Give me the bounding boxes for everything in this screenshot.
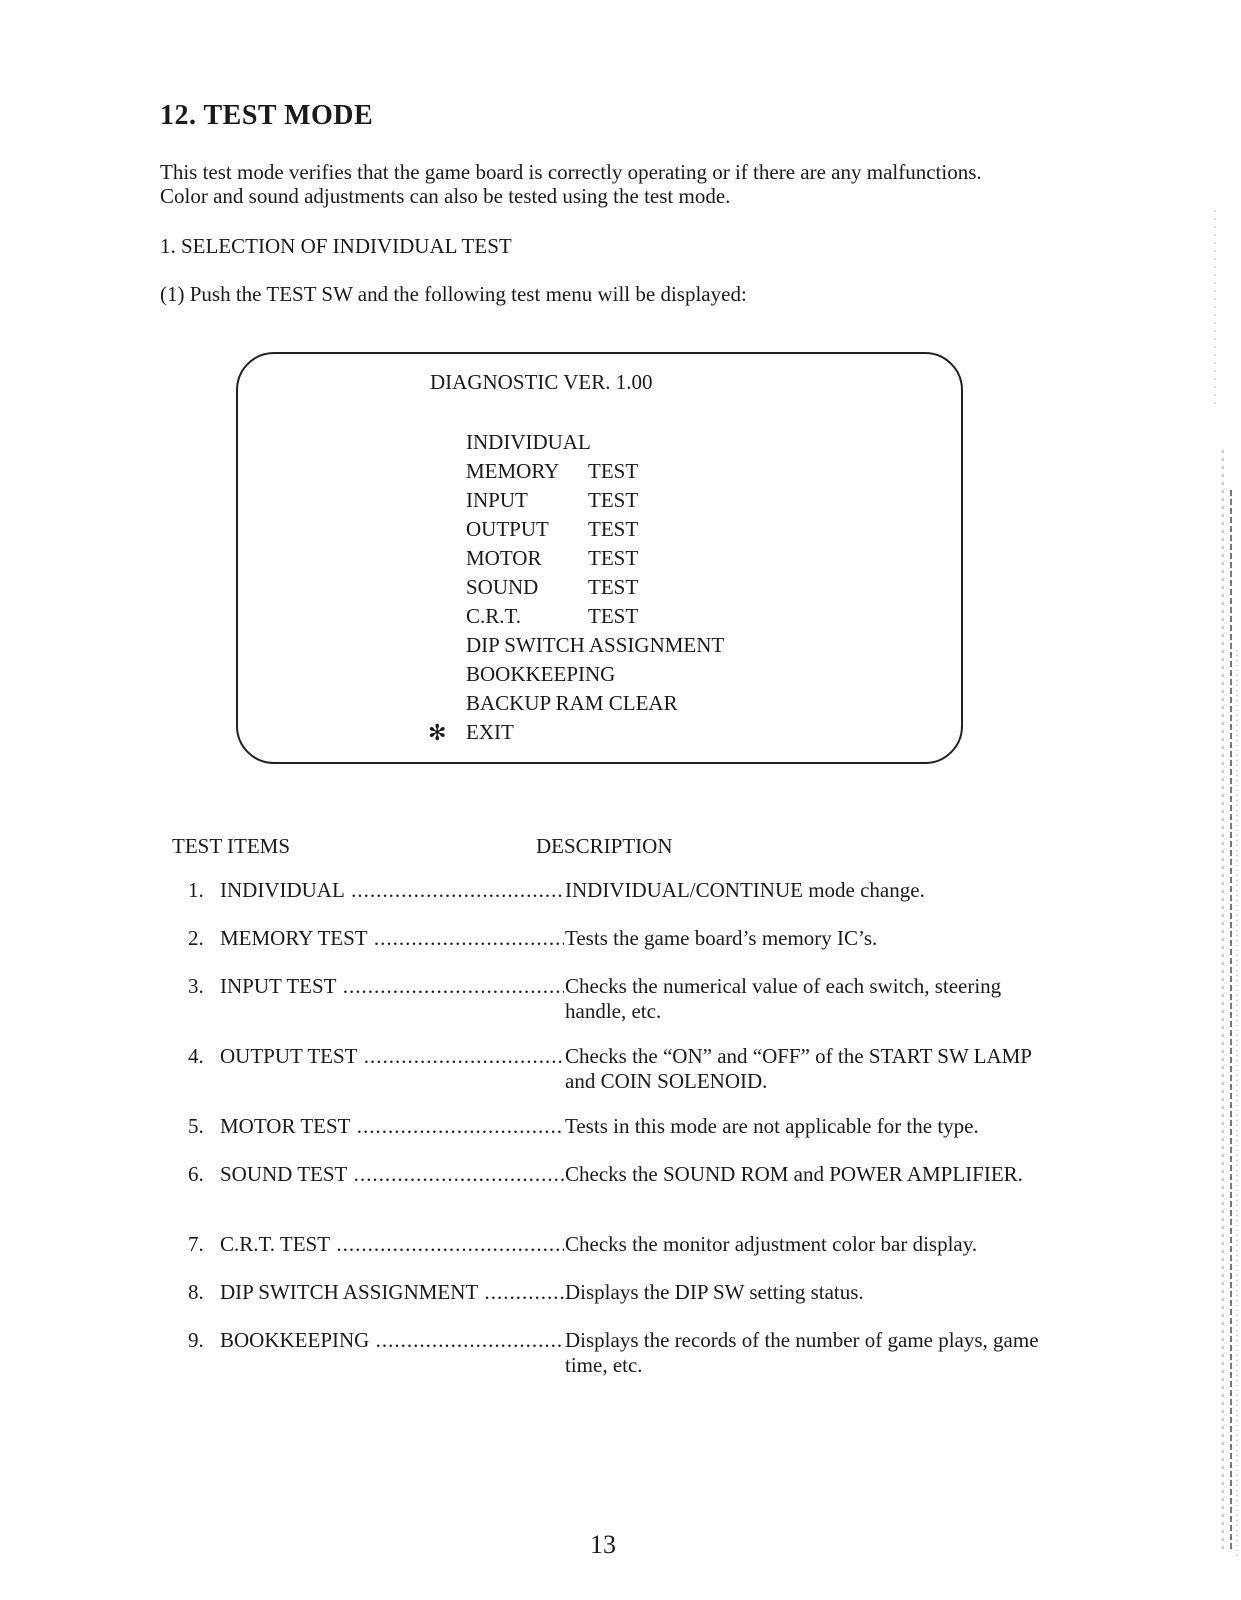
menu-cursor-icon: ✻ [428, 720, 447, 745]
menu-item-name: EXIT [466, 720, 514, 744]
diagnostic-menu-list [428, 428, 725, 747]
test-item-name: INDIVIDUAL ..... [220, 878, 564, 903]
test-item-number: 4. [188, 1044, 204, 1068]
menu-item-name: OUTPUT [466, 517, 549, 541]
subsection-heading: 1. SELECTION OF INDIVIDUAL TEST [160, 234, 512, 258]
menu-item [428, 718, 724, 747]
test-item-number: 6. [188, 1162, 204, 1186]
test-item-description: Checks the “ON” and “OFF” of the START SW LAMP and COIN SOLENOID. [565, 1044, 1032, 1093]
test-item-description: Checks the SOUND ROM and POWER AMPLIFIER. [565, 1162, 1023, 1186]
menu-item [466, 689, 724, 718]
test-item-number: 7. [188, 1232, 204, 1256]
test-item-number: 5. [188, 1114, 204, 1138]
menu-item [466, 486, 724, 515]
menu-item-name: C.R.T. [466, 604, 522, 628]
test-item-description: Checks the numerical value of each switch, steering handle, etc. [565, 974, 1002, 1023]
menu-item [466, 602, 724, 631]
test-item-description: Tests in this mode are not applicable for the type. [565, 1114, 979, 1138]
test-item-description: Displays the DIP SW setting status. [565, 1280, 864, 1304]
test-item-name: DIP SWITCH ASSIGNMENT ..... [220, 1280, 564, 1305]
menu-item [466, 660, 724, 689]
test-item-number: 2. [188, 926, 204, 950]
diagnostic-menu-title: DIAGNOSTIC VER. 1.00 [430, 370, 653, 394]
menu-item-name: BACKUP RAM CLEAR [466, 691, 678, 715]
menu-item [466, 573, 724, 602]
test-item-number: 3. [188, 974, 204, 998]
intro-paragraph: This test mode verifies that the game board is correctly operating or if there are any malfunctions. Color and sound adjustments can also be tested using the test mode. [160, 160, 982, 208]
test-item-name: MEMORY TEST ..... [220, 926, 564, 951]
test-item-name: OUTPUT TEST ..... [220, 1044, 564, 1069]
menu-item-name: MEMORY [466, 459, 560, 483]
menu-item-name: INDIVIDUAL [466, 430, 591, 454]
test-item-description: Checks the monitor adjustment color bar display. [565, 1232, 978, 1256]
page-number: 13 [590, 1530, 616, 1559]
menu-item [466, 457, 724, 486]
menu-item-name: INPUT [466, 488, 528, 512]
column-header-test-items: TEST ITEMS [172, 834, 291, 858]
menu-item-suffix: TEST [588, 604, 639, 628]
menu-item-suffix: TEST [588, 459, 639, 483]
menu-item-suffix: TEST [588, 517, 639, 541]
test-item-name: MOTOR TEST ..... [220, 1114, 564, 1139]
menu-item [466, 515, 724, 544]
section-title: 12. TEST MODE [160, 100, 374, 131]
menu-item-name: SOUND [466, 575, 539, 599]
column-header-description: DESCRIPTION [536, 834, 673, 858]
menu-item [466, 428, 724, 457]
test-item-number: 1. [188, 878, 204, 902]
test-item-description: Displays the records of the number of game plays, game time, etc. [565, 1328, 1039, 1377]
menu-item-name: MOTOR [466, 546, 542, 570]
test-item-name: INPUT TEST ..... [220, 974, 564, 999]
test-item-name: SOUND TEST ..... [220, 1162, 564, 1187]
menu-item-suffix: TEST [588, 546, 639, 570]
menu-item-suffix: TEST [588, 488, 639, 512]
menu-item [466, 631, 724, 660]
menu-item-name: BOOKKEEPING [466, 662, 616, 686]
test-item-name: C.R.T. TEST ..... [220, 1232, 564, 1257]
menu-item-suffix: TEST [588, 575, 639, 599]
test-item-description: Tests the game board’s memory IC’s. [565, 926, 878, 950]
test-item-name: BOOKKEEPING ..... [220, 1328, 564, 1353]
test-item-number: 9. [188, 1328, 204, 1352]
step-instruction: (1) Push the TEST SW and the following test menu will be displayed: [160, 282, 747, 306]
test-item-description: INDIVIDUAL/CONTINUE mode change. [565, 878, 925, 902]
menu-item-name: DIP SWITCH ASSIGNMENT [466, 633, 725, 657]
scan-edge-marks [1207, 150, 1241, 1570]
test-item-number: 8. [188, 1280, 204, 1304]
menu-item [466, 544, 724, 573]
